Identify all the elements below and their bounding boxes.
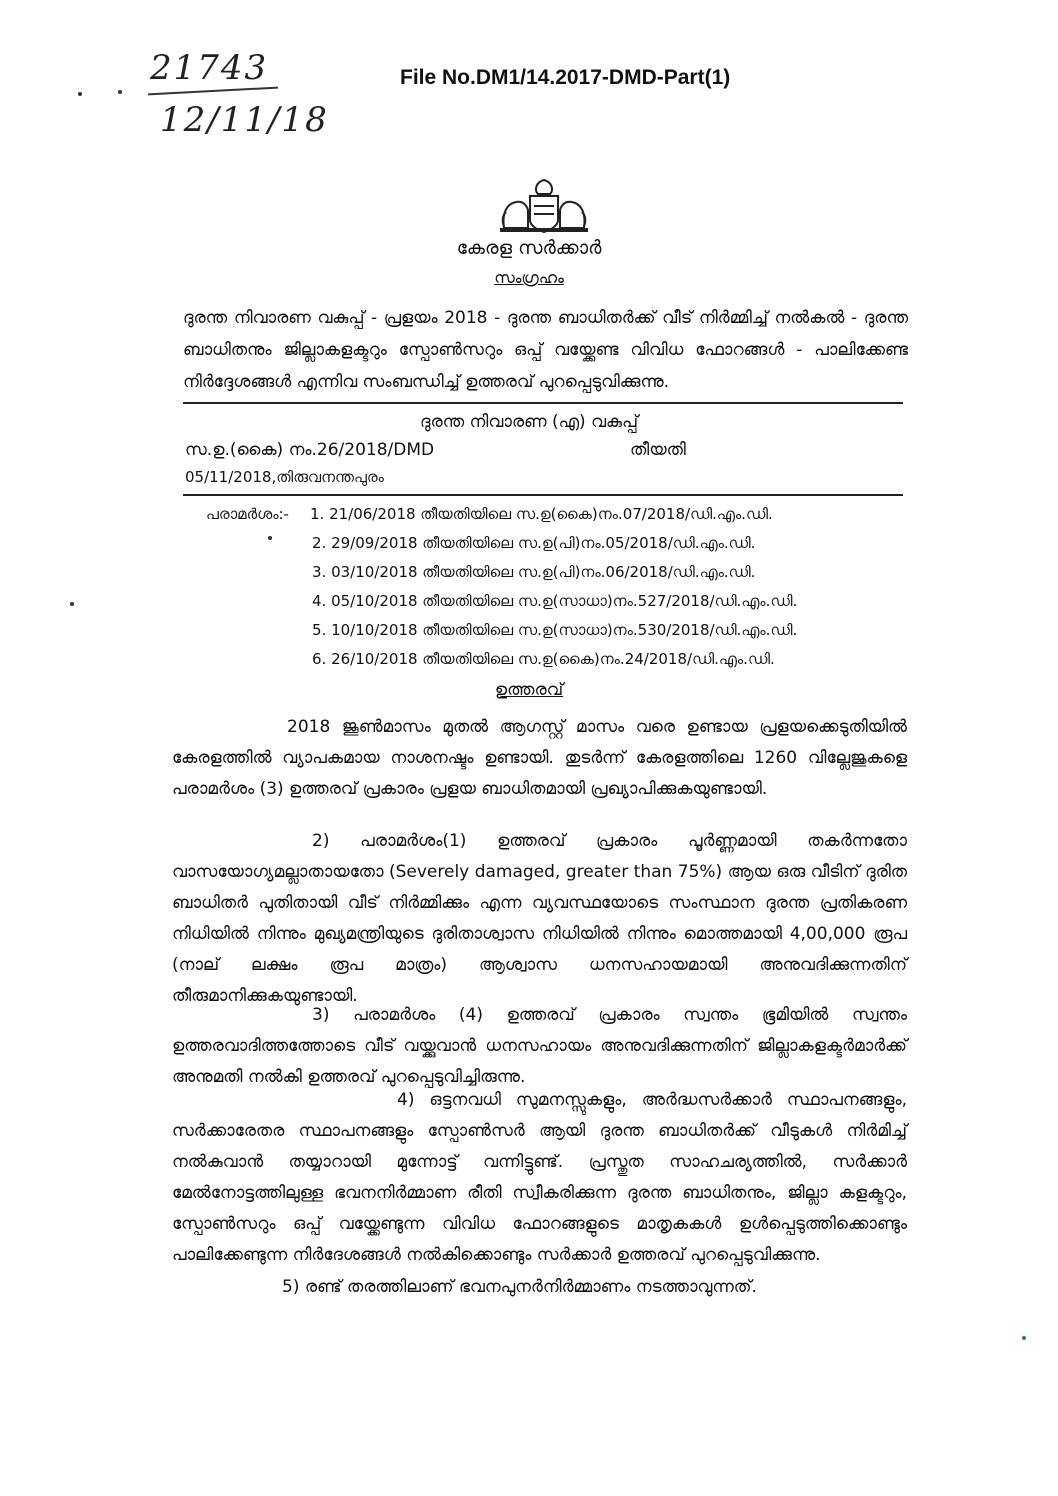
- handwritten-inward-number: 21743: [150, 48, 269, 88]
- order-heading: ഉത്തരവ്: [494, 680, 564, 700]
- kerala-emblem-icon: [498, 176, 590, 238]
- reference-item: 6. 26/10/2018 തീയതിയിലെ സ.ഉ(കൈ)നം.24/2018/ഡി.എം.ഡി.: [312, 650, 775, 668]
- divider-line: [183, 494, 903, 496]
- order-number: സ.ഉ.(കൈ) നം.26/2018/DMD: [185, 440, 435, 460]
- scan-speck: [70, 602, 74, 606]
- references-label: പരാമർശം:-: [206, 505, 289, 523]
- place-and-date: 05/11/2018,തിരുവനന്തപുരം: [185, 468, 384, 486]
- reference-item: 3. 03/10/2018 തീയതിയിലെ സ.ഉ(പി)നം.06/2018/ഡി.എം.ഡി.: [312, 563, 756, 581]
- government-name: കേരള സർക്കാർ: [456, 237, 602, 259]
- handwritten-date: 12/11/18: [160, 100, 329, 140]
- reference-item: 2. 29/09/2018 തീയതിയിലെ സ.ഉ(പി)നം.05/2018/ഡി.എം.ഡി.: [312, 534, 756, 552]
- reference-item: 4. 05/10/2018 തീയതിയിലെ സ.ഉ(സാധാ)നം.527/2018/ഡി.എം.ഡി.: [312, 592, 798, 610]
- file-number: File No.DM1/14.2017-DMD-Part(1): [400, 66, 731, 89]
- date-label: തീയതി: [630, 440, 686, 460]
- scan-speck: [268, 536, 272, 540]
- department-name: ദുരന്ത നിവാരണ (എ) വകുപ്പ്: [419, 412, 639, 432]
- abstract-heading: സംഗ്രഹം: [494, 268, 564, 287]
- reference-item: 1. 21/06/2018 തീയതിയിലെ സ.ഉ(കൈ)നം.07/2018/ഡി.എം.ഡി.: [310, 505, 773, 523]
- order-paragraph: 3) പരാമർശം (4) ഉത്തരവ് പ്രകാരം സ്വന്തം ഭൂമിയിൽ സ്വന്തം ഉത്തരവാദിത്തത്തോടെ വീട് വയ്ക്കുവാൻ ധനസഹായം അനുവദിക്കുന്നതിന് ജില്ലാകളക്ടർമാർക്ക് അനുമതി നൽകി ഉത്തരവ് പുറപ്പെടുവിച്ചിരുന്നു.: [172, 1005, 907, 1087]
- scan-speck: [78, 92, 82, 96]
- reference-item: 5. 10/10/2018 തീയതിയിലെ സ.ഉ(സാധാ)നം.530/2018/ഡി.എം.ഡി.: [312, 621, 798, 639]
- order-paragraph: 5) രണ്ട് തരത്തിലാണ് ഭവനപുനർനിർമ്മാണം നടത്താവുന്നത്.: [282, 1277, 757, 1297]
- order-paragraph: 2018 ജൂൺമാസം മുതൽ ആഗസ്റ്റ് മാസം വരെ ഉണ്ടായ പ്രളയക്കെടുതിയിൽ കേരളത്തിൽ വ്യാപകമായ നാശനഷ്ടം ഉണ്ടായി. തുടർന്ന് കേരളത്തിലെ 1260 വില്ലേജുകളെ പരാമർശം (3) ഉത്തരവ് പ്രകാരം പ്രളയ ബാധിതമായി പ്രഖ്യാപിക്കുകയുണ്ടായി.: [172, 717, 907, 799]
- scan-speck: [1022, 1336, 1026, 1340]
- divider-line: [183, 402, 903, 404]
- order-subject: ദുരന്ത നിവാരണ വകുപ്പ് - പ്രളയം 2018 - ദുരന്ത ബാധിതർക്ക് വീട് നിർമ്മിച്ച് നൽകൽ - ദുരന്ത ബാധിതനും ജില്ലാകളക്ടറും സ്പോൺസറും ഒപ്പ് വയ്ക്കേണ്ട വിവിധ ഫോറങ്ങൾ - പാലിക്കേണ്ട നിർദ്ദേശങ്ങൾ എന്നിവ സംബന്ധിച്ച് ഉത്തരവ് പുറപ്പെടുവിക്കുന്നു.: [183, 308, 908, 392]
- order-paragraph: 2) പരാമർശം(1) ഉത്തരവ് പ്രകാരം പൂർണ്ണമായി തകർന്നതോ വാസയോഗ്യമല്ലാതായതോ (Severely damaged, greater than 75%) ആയ ഒരു വീടിന് ദുരിത ബാധിതർ പുതിതായി വീട് നിർമ്മിക്കും എന്ന വ്യവസ്ഥയോടെ സംസ്ഥാന ദുരന്ത പ്രതികരണ നിധിയിൽ നിന്നും മുഖ്യമന്ത്രിയുടെ ദുരിതാശ്വാസ നിധിയിൽ നിന്നും മൊത്തമായി 4,00,000 രൂപ (നാല് ലക്ഷം രൂപ മാത്രം) ആശ്വാസ ധനസഹായമായി അനുവദിക്കുന്നതിന് തീരുമാനിക്കുകയുണ്ടായി.: [172, 831, 907, 1006]
- scan-speck: [118, 90, 122, 94]
- order-paragraph: 4) ഒട്ടനവധി സുമനസ്സുകളും, അർദ്ധസർക്കാർ സ്ഥാപനങ്ങളും, സർക്കാരേതര സ്ഥാപനങ്ങളും സ്പോൺസർ ആയി ദുരന്ത ബാധിതർക്ക് വീടുകൾ നിർമിച്ച് നൽകുവാൻ തയ്യാറായി മുന്നോട്ട് വന്നിട്ടുണ്ട്. പ്രസ്തുത സാഹചര്യത്തിൽ, സർക്കാർ മേൽനോട്ടത്തിലുള്ള ഭവനനിർമ്മാണ രീതി സ്വീകരിക്കുന്ന ദുരന്ത ബാധിതനും, ജില്ലാ കളക്ടറും, സ്പോൺസറും ഒപ്പ് വയ്ക്കേണ്ടുന്ന വിവിധ ഫോറങ്ങളുടെ മാതൃകകൾ ഉൾപ്പെടുത്തിക്കൊണ്ടും പാലിക്കേണ്ടുന്ന നിർദേശങ്ങൾ നൽകിക്കൊണ്ടും സർക്കാർ ഉത്തരവ് പുറപ്പെടുവിക്കുന്നു.: [172, 1090, 907, 1265]
